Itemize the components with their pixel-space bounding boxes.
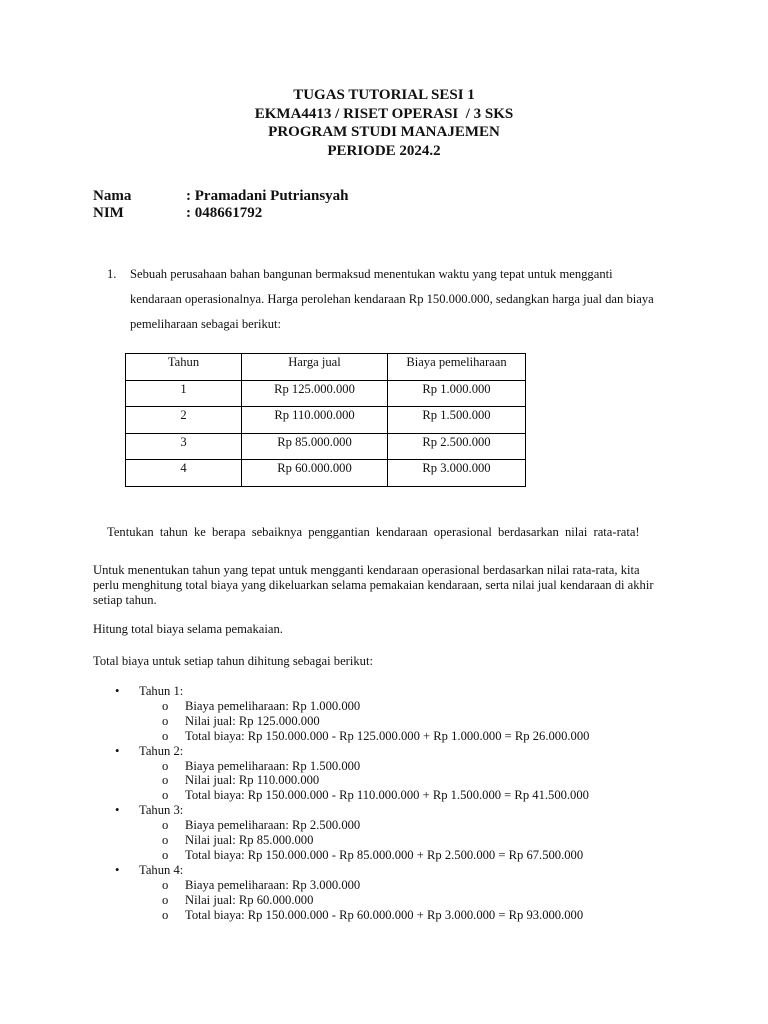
table-row [126, 433, 526, 460]
name-value: : Pramadani Putriansyah [186, 188, 349, 204]
circle-bullet-icon: o [162, 773, 169, 788]
answer-step: Hitung total biaya selama pemakaian. [93, 622, 283, 636]
nim-value: : 048661792 [186, 205, 263, 221]
header-title: TUGAS TUTORIAL SESI 1 [293, 87, 475, 103]
document-header [0, 86, 768, 160]
circle-bullet-icon: o [162, 818, 169, 833]
circle-bullet-icon: o [162, 877, 169, 892]
bullet-icon: • [115, 684, 120, 698]
sub-item-text: Biaya pemeliharaan: Rp 3.000.000 [185, 877, 361, 892]
table-row [126, 380, 526, 407]
circle-bullet-icon: o [162, 698, 169, 713]
sub-item [93, 893, 589, 908]
table-row [126, 460, 526, 487]
question-number: 1. [107, 267, 117, 281]
table-cell: Rp 125.000.000 [242, 380, 388, 407]
name-label: Nama [93, 188, 132, 204]
table-header-cell: Tahun [126, 354, 242, 381]
sub-item [93, 848, 589, 863]
answer-intro [93, 563, 683, 608]
year-label: Tahun 1: [139, 684, 184, 698]
table-header-cell: Biaya pemeliharaan [388, 354, 526, 381]
sub-item-text: Biaya pemeliharaan: Rp 2.500.000 [185, 818, 361, 833]
year-label: Tahun 2: [139, 743, 184, 758]
header-period: PERIODE 2024.2 [327, 142, 441, 159]
header-course: EKMA4413 / RISET OPERASI / 3 SKS [254, 105, 514, 122]
table-cell: Rp 3.000.000 [388, 460, 526, 487]
table-cell: 4 [126, 460, 242, 487]
question-line: Sebuah perusahaan bahan bangunan bermaksud menentukan waktu yang tepat untuk mengganti [130, 267, 613, 281]
sub-item-text: Nilai jual: Rp 125.000.000 [185, 713, 320, 728]
answer-intro-line: Untuk menentukan tahun yang tepat untuk mengganti kendaraan operasional berdasarkan nilai rata-rata, kita [93, 563, 640, 577]
sub-item [93, 773, 589, 788]
circle-bullet-icon: o [162, 847, 169, 862]
table-cell: Rp 60.000.000 [242, 460, 388, 487]
bullet-icon: • [115, 803, 120, 818]
year-item [93, 803, 589, 818]
nim-label: NIM [93, 205, 124, 221]
year-item [93, 863, 589, 878]
sub-item [93, 714, 589, 729]
sub-item-text: Nilai jual: Rp 85.000.000 [185, 833, 314, 848]
year-label: Tahun 3: [139, 803, 184, 818]
table-cell: 2 [126, 407, 242, 434]
student-identity [93, 188, 349, 222]
sub-item-text: Total biaya: Rp 150.000.000 - Rp 125.000.000 + Rp 1.000.000 = Rp 26.000.000 [185, 728, 590, 743]
answer-intro-line: setiap tahun. [93, 593, 157, 607]
sub-item [93, 833, 589, 848]
table-header-cell: Harga jual [242, 354, 388, 381]
sub-item [93, 788, 589, 803]
sub-item [93, 699, 589, 714]
sub-item-text: Nilai jual: Rp 60.000.000 [185, 892, 314, 907]
sub-item-text: Nilai jual: Rp 110.000.000 [185, 773, 320, 788]
table-header-row [126, 354, 526, 381]
sub-item-text: Total biaya: Rp 150.000.000 - Rp 60.000.000 + Rp 3.000.000 = Rp 93.000.000 [185, 907, 584, 922]
question-line: kendaraan operasionalnya. Harga perolehan kendaraan Rp 150.000.000, sedangkan harga jual dan biaya [130, 292, 654, 306]
circle-bullet-icon: o [162, 788, 169, 803]
yearly-cost-list [93, 684, 589, 923]
year-label: Tahun 4: [139, 862, 184, 877]
circle-bullet-icon: o [162, 892, 169, 907]
sub-item [93, 878, 589, 893]
year-item [93, 744, 589, 759]
header-program: PROGRAM STUDI MANAJEMEN [268, 124, 500, 140]
table-cell: Rp 1.500.000 [388, 407, 526, 434]
sub-item [93, 729, 589, 744]
circle-bullet-icon: o [162, 713, 169, 728]
table-cell: Rp 2.500.000 [388, 433, 526, 460]
answer-lead: Total biaya untuk setiap tahun dihitung sebagai berikut: [93, 654, 373, 668]
question-1 [107, 262, 687, 337]
question-instruction: Tentukan tahun ke berapa sebaiknya penggantian kendaraan operasional berdasarkan nilai rata-rata! [107, 525, 640, 539]
sub-item-text: Biaya pemeliharaan: Rp 1.000.000 [185, 698, 361, 713]
table-cell: Rp 85.000.000 [242, 433, 388, 460]
table-cell: 3 [126, 433, 242, 460]
answer-intro-line: perlu menghitung total biaya yang dikeluarkan selama pemakaian kendaraan, serta nilai jual kendaraan di akhir [93, 578, 654, 592]
circle-bullet-icon: o [162, 728, 169, 743]
sub-item [93, 818, 589, 833]
price-table [125, 353, 526, 487]
year-item [93, 684, 589, 699]
circle-bullet-icon: o [162, 833, 169, 848]
bullet-icon: • [115, 862, 120, 877]
sub-item-text: Biaya pemeliharaan: Rp 1.500.000 [185, 758, 361, 773]
sub-item [93, 908, 589, 923]
table-cell: Rp 110.000.000 [242, 407, 388, 434]
table-row [126, 407, 526, 434]
circle-bullet-icon: o [162, 907, 169, 922]
table-cell: Rp 1.000.000 [388, 380, 526, 407]
circle-bullet-icon: o [162, 758, 169, 773]
bullet-icon: • [115, 743, 120, 758]
sub-item [93, 759, 589, 774]
question-line: pemeliharaan sebagai berikut: [130, 317, 282, 331]
sub-item-text: Total biaya: Rp 150.000.000 - Rp 85.000.000 + Rp 2.500.000 = Rp 67.500.000 [185, 847, 584, 862]
sub-item-text: Total biaya: Rp 150.000.000 - Rp 110.000.000 + Rp 1.500.000 = Rp 41.500.000 [185, 788, 589, 803]
table-cell: 1 [126, 380, 242, 407]
